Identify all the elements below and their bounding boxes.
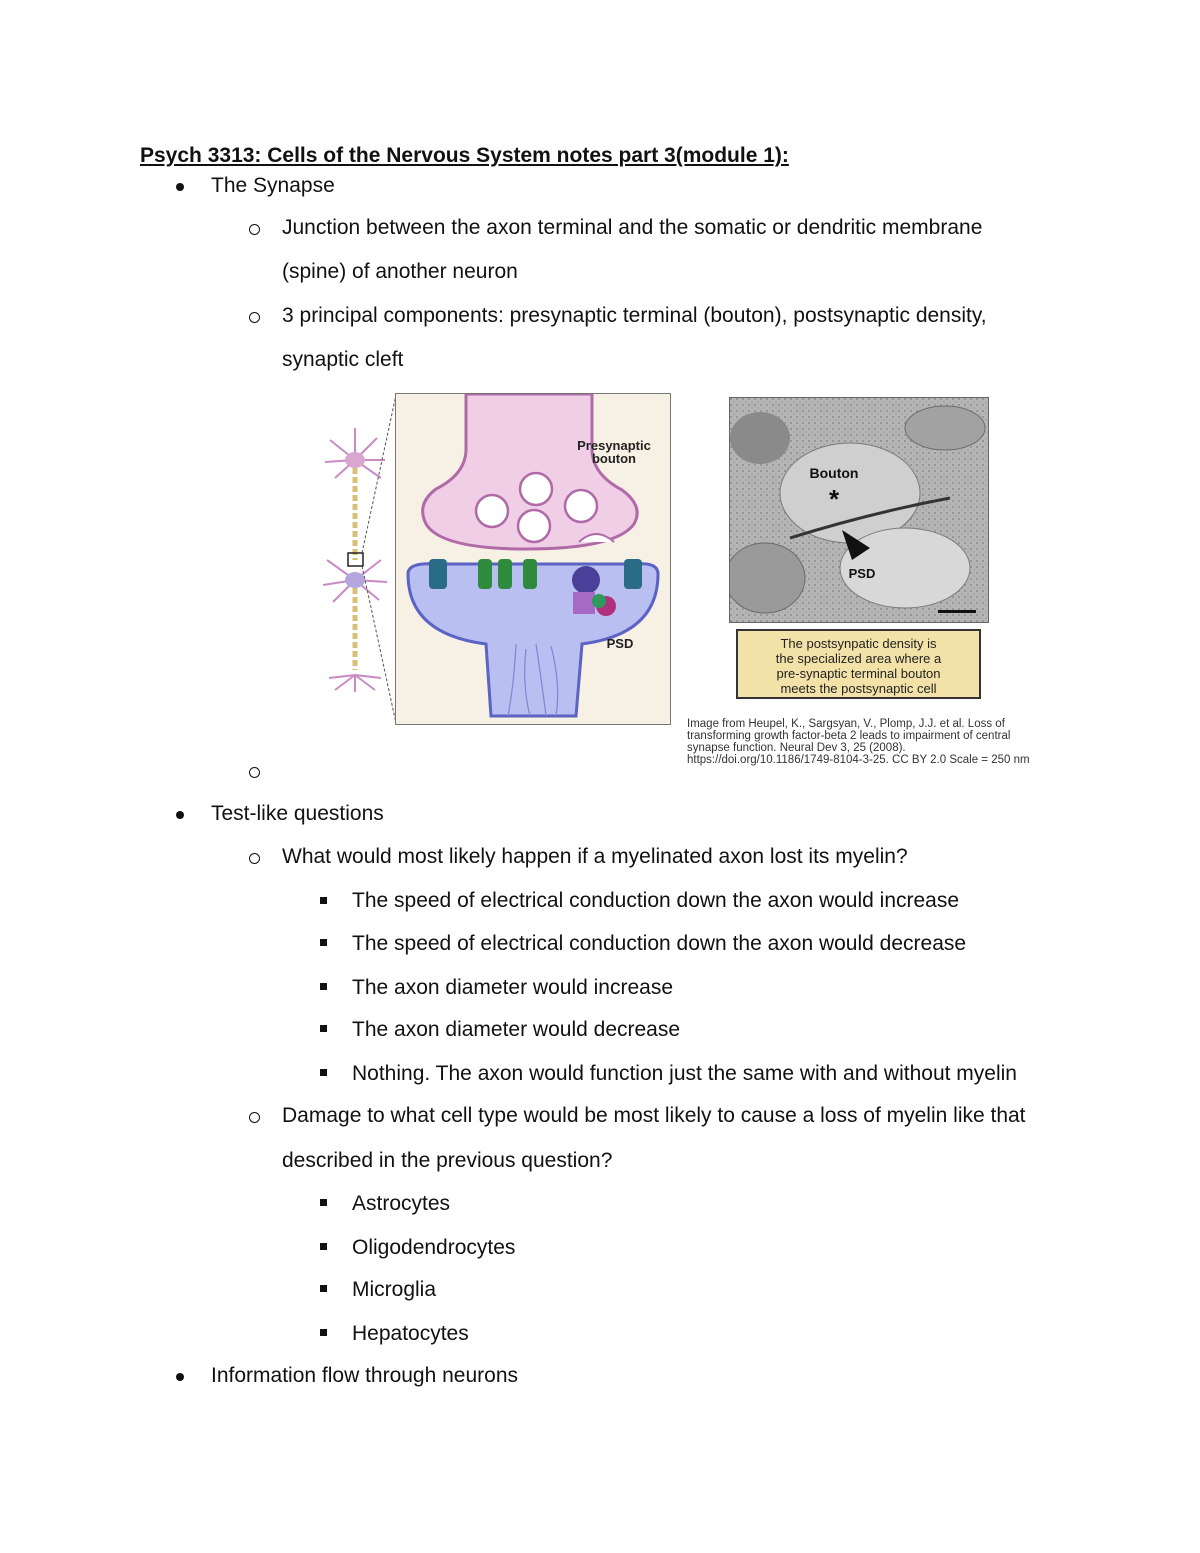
em-psd-label: PSD — [848, 566, 876, 581]
answer-option: The speed of electrical conduction down the axon would increase — [352, 889, 960, 912]
synapse-heading: The Synapse — [211, 174, 335, 197]
synapse-point-continued: synaptic cleft — [282, 348, 404, 371]
synapse-diagram — [395, 393, 671, 725]
answer-option: The axon diameter would decrease — [352, 1018, 681, 1041]
em-bouton-label: Bouton — [809, 465, 859, 481]
question-2-continued: described in the previous question? — [282, 1149, 613, 1172]
bullet-square — [320, 1199, 327, 1206]
bullet-circle — [249, 767, 260, 778]
answer-option: The axon diameter would increase — [352, 976, 674, 999]
bullet-dot — [176, 183, 184, 191]
bullet-circle — [249, 224, 260, 235]
electron-micrograph-drawing — [730, 398, 988, 622]
figure-caption — [736, 629, 981, 699]
bullet-circle — [249, 1112, 260, 1123]
em-asterisk: * — [828, 484, 840, 514]
bullet-square — [320, 1025, 327, 1032]
question-1: What would most likely happen if a myelinated axon lost its myelin? — [282, 845, 908, 868]
psd-label: PSD — [606, 636, 634, 651]
bullet-circle — [249, 312, 260, 323]
synapse-point: Junction between the axon terminal and the somatic or dendritic membrane — [282, 216, 983, 239]
image-credit: Image from Heupel, K., Sargsyan, V., Plomp, J.J. et al. Loss of transforming growth factor-beta 2 leads to impairment of central synapse function. Neural Dev 3, 25 (2008). https://doi.org/10.1186/1749-8104-3-25. CC BY 2.0 Scale = 250 nm — [687, 718, 1030, 766]
bullet-square — [320, 939, 327, 946]
questions-heading: Test-like questions — [211, 802, 384, 825]
bullet-circle — [249, 853, 260, 864]
caption-line: The postsynpatic density is — [780, 636, 937, 651]
answer-option: Oligodendrocytes — [352, 1236, 516, 1259]
electron-micrograph — [729, 397, 989, 623]
presynaptic-label: Presynaptic — [577, 438, 651, 453]
answer-option: Hepatocytes — [352, 1322, 469, 1345]
answer-option: Nothing. The axon would function just the same with and without myelin — [352, 1062, 1017, 1085]
scale-bar — [938, 610, 976, 613]
page-title: Psych 3313: Cells of the Nervous System notes part 3(module 1): — [140, 144, 789, 167]
bullet-dot — [176, 811, 184, 819]
synapse-point-continued: (spine) of another neuron — [282, 260, 518, 283]
bullet-square — [320, 1069, 327, 1076]
answer-option: Astrocytes — [352, 1192, 451, 1215]
synapse-point: 3 principal components: presynaptic terminal (bouton), postsynaptic density, — [282, 304, 987, 327]
answer-option: Microglia — [352, 1278, 437, 1301]
bullet-square — [320, 1329, 327, 1336]
question-2: Damage to what cell type would be most likely to cause a loss of myelin like that — [282, 1104, 1026, 1127]
bullet-square — [320, 897, 327, 904]
answer-option: The speed of electrical conduction down the axon would decrease — [352, 932, 967, 955]
bullet-square — [320, 1285, 327, 1292]
zoom-guide-lines — [360, 393, 398, 725]
bullet-square — [320, 1243, 327, 1250]
bouton-label: bouton — [591, 451, 637, 466]
bullet-dot — [176, 1373, 184, 1381]
caption-line: pre-synaptic terminal bouton — [776, 666, 941, 681]
bullet-square — [320, 983, 327, 990]
caption-line: the specialized area where a — [775, 651, 942, 666]
caption-line: meets the postsynaptic cell — [780, 681, 937, 696]
info-flow-heading: Information flow through neurons — [211, 1364, 519, 1387]
synapse-diagram-drawing — [396, 394, 670, 724]
